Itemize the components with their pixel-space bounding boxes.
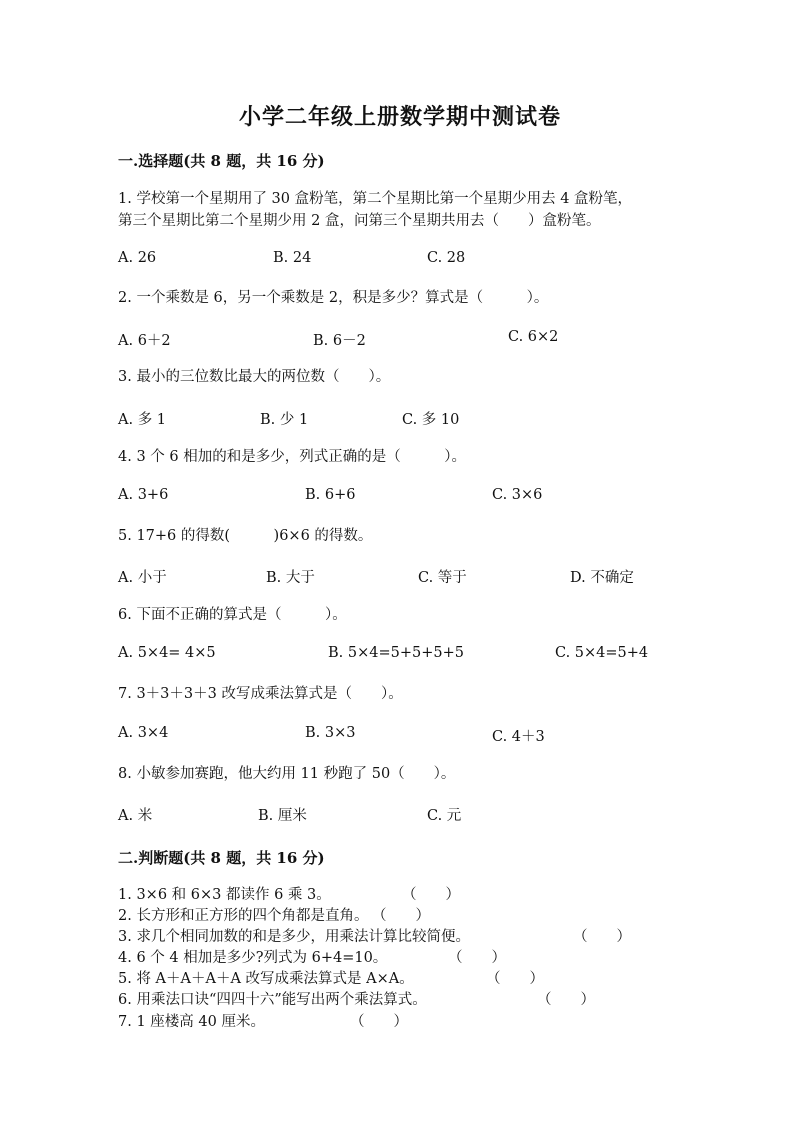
section-heading-choice: 一.选择题(共 8 题，共 16 分) <box>118 152 325 170</box>
question-1-option-b: B. 24 <box>273 250 312 266</box>
question-4-option-b: B. 6+6 <box>305 487 356 503</box>
question-3: 3. 最小的三位数比最大的两位数（ ）。 <box>118 369 391 385</box>
question-7: 7. 3＋3＋3＋3 改写成乘法算式是（ ）。 <box>118 686 403 702</box>
judge-item-7: 7. 1 座楼高 40 厘米。 <box>118 1014 265 1030</box>
question-6-option-b: B. 5×4=5+5+5+5 <box>328 645 464 661</box>
question-1-line-2: 第三个星期比第二个星期少用 2 盒，问第三个星期共用去（ ）盒粉笔。 <box>118 213 601 229</box>
question-4-option-a: A. 3+6 <box>118 487 169 503</box>
question-2: 2. 一个乘数是 6，另一个乘数是 2，积是多少？算式是（ ）。 <box>118 290 549 306</box>
question-2-option-c: C. 6×2 <box>508 329 559 345</box>
question-1-line-1: 1. 学校第一个星期用了 30 盒粉笔，第二个星期比第一个星期少用去 4 盒粉笔， <box>118 191 633 207</box>
question-8-option-b: B. 厘米 <box>258 808 307 824</box>
question-5-option-b: B. 大于 <box>266 570 315 586</box>
question-5-option-d: D. 不确定 <box>570 570 634 586</box>
question-6-option-a: A. 5×4= 4×5 <box>118 645 216 661</box>
judge-item-5: 5. 将 A＋A＋A＋A 改写成乘法算式是 A×A。 <box>118 971 414 987</box>
question-8-option-c: C. 元 <box>427 808 462 824</box>
judge-item-2: 2. 长方形和正方形的四个角都是直角。 <box>118 908 369 924</box>
question-5: 5. 17+6 的得数( )6×6 的得数。 <box>118 528 373 544</box>
question-2-option-a: A. 6＋2 <box>118 333 171 349</box>
section-heading-true-false: 二.判断题(共 8 题，共 16 分) <box>118 849 325 867</box>
question-5-option-c: C. 等于 <box>418 570 467 586</box>
question-2-option-b: B. 6－2 <box>313 333 366 349</box>
question-7-option-c: C. 4＋3 <box>492 729 545 745</box>
question-1-option-c: C. 28 <box>427 250 466 266</box>
judge-item-1-answer: （ ） <box>402 887 460 903</box>
question-3-option-a: A. 多 1 <box>118 412 167 428</box>
judge-item-6-answer: （ ） <box>537 992 595 1008</box>
question-7-option-b: B. 3×3 <box>305 725 356 741</box>
judge-item-1: 1. 3×6 和 6×3 都读作 6 乘 3。 <box>118 887 331 903</box>
question-3-option-c: C. 多 10 <box>402 412 460 428</box>
question-8-option-a: A. 米 <box>118 808 153 824</box>
judge-item-3-answer: （ ） <box>573 929 631 945</box>
question-5-option-a: A. 小于 <box>118 570 167 586</box>
question-8: 8. 小敏参加赛跑，他大约用 11 秒跑了 50（ ）。 <box>118 766 456 782</box>
question-7-option-a: A. 3×4 <box>118 725 169 741</box>
question-4-option-c: C. 3×6 <box>492 487 543 503</box>
judge-item-6: 6. 用乘法口诀“四四十六”能写出两个乘法算式。 <box>118 992 427 1008</box>
page-title: 小学二年级上册数学期中测试卷 <box>238 104 561 130</box>
question-6: 6. 下面不正确的算式是（ ）。 <box>118 607 347 623</box>
question-1-option-a: A. 26 <box>118 250 157 266</box>
judge-item-7-answer: （ ） <box>350 1014 408 1030</box>
question-4: 4. 3 个 6 相加的和是多少，列式正确的是（ ）。 <box>118 449 466 465</box>
judge-item-2-answer: （ ） <box>372 908 430 924</box>
judge-item-4-answer: （ ） <box>448 950 506 966</box>
judge-item-5-answer: （ ） <box>486 971 544 987</box>
judge-item-3: 3. 求几个相同加数的和是多少，用乘法计算比较简便。 <box>118 929 470 945</box>
question-3-option-b: B. 少 1 <box>260 412 309 428</box>
judge-item-4: 4. 6 个 4 相加是多少?列式为 6+4=10。 <box>118 950 388 966</box>
question-6-option-c: C. 5×4=5+4 <box>555 645 649 661</box>
